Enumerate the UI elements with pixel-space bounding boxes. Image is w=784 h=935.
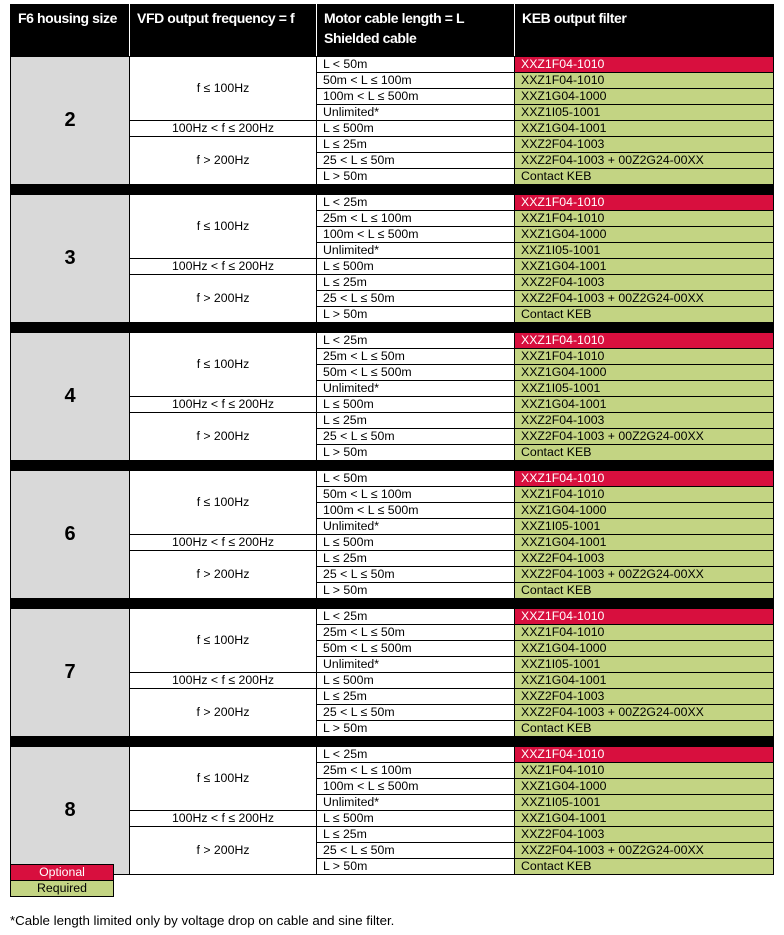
table-row bbox=[11, 57, 774, 73]
header-housing-size: F6 housing size bbox=[11, 5, 130, 57]
filter-cell-required: XXZ2F04-1003 bbox=[515, 689, 774, 705]
frequency-cell-high: f > 200Hz bbox=[130, 689, 317, 737]
filter-cell-required: XXZ1F04-1010 bbox=[515, 211, 774, 227]
frequency-cell-low: f ≤ 100Hz bbox=[130, 333, 317, 397]
filter-cell-required: Contact KEB bbox=[515, 445, 774, 461]
group-separator bbox=[11, 737, 774, 747]
housing-size-cell: 8 bbox=[11, 747, 130, 875]
housing-size-cell: 3 bbox=[11, 195, 130, 323]
filter-cell-optional: XXZ1F04-1010 bbox=[515, 57, 774, 73]
filter-cell-required: XXZ1G04-1000 bbox=[515, 503, 774, 519]
filter-cell-required: XXZ1F04-1010 bbox=[515, 349, 774, 365]
frequency-cell-high: f > 200Hz bbox=[130, 551, 317, 599]
frequency-cell-mid: 100Hz < f ≤ 200Hz bbox=[130, 121, 317, 137]
cable-length-cell: L < 25m bbox=[317, 195, 515, 211]
cable-length-cell: L ≤ 500m bbox=[317, 673, 515, 689]
cable-length-cell: 25 < L ≤ 50m bbox=[317, 843, 515, 859]
table-header-row bbox=[11, 5, 774, 57]
cable-length-cell: 100m < L ≤ 500m bbox=[317, 227, 515, 243]
cable-length-cell: L ≤ 25m bbox=[317, 275, 515, 291]
cable-length-cell: 25 < L ≤ 50m bbox=[317, 153, 515, 169]
filter-cell-required: XXZ2F04-1003 + 00Z2G24-00XX bbox=[515, 567, 774, 583]
filter-cell-required: XXZ1G04-1001 bbox=[515, 811, 774, 827]
header-length-line1: Motor cable length = L bbox=[324, 10, 465, 26]
cable-length-cell: 25m < L ≤ 100m bbox=[317, 763, 515, 779]
cable-length-cell: 100m < L ≤ 500m bbox=[317, 89, 515, 105]
cable-length-cell: L > 50m bbox=[317, 307, 515, 323]
filter-cell-required: XXZ1I05-1001 bbox=[515, 243, 774, 259]
frequency-cell-mid: 100Hz < f ≤ 200Hz bbox=[130, 535, 317, 551]
filter-cell-required: XXZ1G04-1001 bbox=[515, 397, 774, 413]
cable-length-cell: 25m < L ≤ 50m bbox=[317, 625, 515, 641]
filter-cell-required: XXZ1G04-1000 bbox=[515, 779, 774, 795]
frequency-cell-low: f ≤ 100Hz bbox=[130, 747, 317, 811]
filter-cell-required: XXZ1F04-1010 bbox=[515, 763, 774, 779]
filter-cell-required: XXZ2F04-1003 + 00Z2G24-00XX bbox=[515, 429, 774, 445]
filter-cell-required: XXZ2F04-1003 bbox=[515, 137, 774, 153]
header-motor-cable-length bbox=[317, 5, 515, 57]
cable-length-cell: L ≤ 25m bbox=[317, 137, 515, 153]
filter-cell-required: Contact KEB bbox=[515, 169, 774, 185]
cable-length-cell: L > 50m bbox=[317, 169, 515, 185]
filter-cell-required: Contact KEB bbox=[515, 721, 774, 737]
separator-bar bbox=[11, 599, 774, 609]
filter-cell-required: XXZ1F04-1010 bbox=[515, 625, 774, 641]
filter-cell-optional: XXZ1F04-1010 bbox=[515, 471, 774, 487]
housing-size-cell: 6 bbox=[11, 471, 130, 599]
table-row bbox=[11, 747, 774, 763]
cable-length-cell: 100m < L ≤ 500m bbox=[317, 503, 515, 519]
frequency-cell-high: f > 200Hz bbox=[130, 827, 317, 875]
cable-length-cell: L < 25m bbox=[317, 609, 515, 625]
filter-cell-required: XXZ1G04-1000 bbox=[515, 227, 774, 243]
frequency-cell-mid: 100Hz < f ≤ 200Hz bbox=[130, 673, 317, 689]
filter-cell-required: XXZ1G04-1001 bbox=[515, 121, 774, 137]
cable-length-cell: 25 < L ≤ 50m bbox=[317, 705, 515, 721]
cable-length-cell: 50m < L ≤ 100m bbox=[317, 73, 515, 89]
table-row bbox=[11, 609, 774, 625]
cable-length-cell: 25 < L ≤ 50m bbox=[317, 429, 515, 445]
frequency-cell-low: f ≤ 100Hz bbox=[130, 609, 317, 673]
legend bbox=[10, 864, 114, 897]
filter-cell-optional: XXZ1F04-1010 bbox=[515, 609, 774, 625]
cable-length-cell: L ≤ 500m bbox=[317, 535, 515, 551]
header-length-line2: Shielded cable bbox=[324, 30, 417, 46]
cable-length-cell: 50m < L ≤ 500m bbox=[317, 641, 515, 657]
filter-cell-required: XXZ2F04-1003 bbox=[515, 551, 774, 567]
filter-cell-optional: XXZ1F04-1010 bbox=[515, 747, 774, 763]
filter-cell-required: XXZ2F04-1003 + 00Z2G24-00XX bbox=[515, 843, 774, 859]
table-row bbox=[11, 333, 774, 349]
cable-length-cell: L ≤ 500m bbox=[317, 397, 515, 413]
frequency-cell-high: f > 200Hz bbox=[130, 275, 317, 323]
cable-length-cell: L > 50m bbox=[317, 445, 515, 461]
filter-cell-required: XXZ1G04-1001 bbox=[515, 673, 774, 689]
separator-bar bbox=[11, 323, 774, 333]
cable-length-cell: Unlimited* bbox=[317, 243, 515, 259]
group-separator bbox=[11, 461, 774, 471]
table-row bbox=[11, 471, 774, 487]
footnote: *Cable length limited only by voltage drop on cable and sine filter. bbox=[10, 913, 395, 928]
frequency-cell-high: f > 200Hz bbox=[130, 413, 317, 461]
filter-cell-required: XXZ1G04-1001 bbox=[515, 259, 774, 275]
filter-cell-required: XXZ2F04-1003 bbox=[515, 275, 774, 291]
cable-length-cell: L ≤ 25m bbox=[317, 827, 515, 843]
filter-cell-required: Contact KEB bbox=[515, 307, 774, 323]
filter-selection-table bbox=[10, 4, 774, 875]
cable-length-cell: L > 50m bbox=[317, 583, 515, 599]
cable-length-cell: Unlimited* bbox=[317, 519, 515, 535]
filter-cell-required: XXZ1G04-1000 bbox=[515, 641, 774, 657]
frequency-cell-low: f ≤ 100Hz bbox=[130, 195, 317, 259]
filter-cell-required: XXZ1I05-1001 bbox=[515, 381, 774, 397]
housing-size-cell: 4 bbox=[11, 333, 130, 461]
filter-cell-required: XXZ2F04-1003 + 00Z2G24-00XX bbox=[515, 153, 774, 169]
cable-length-cell: L ≤ 25m bbox=[317, 413, 515, 429]
frequency-cell-high: f > 200Hz bbox=[130, 137, 317, 185]
cable-length-cell: L ≤ 500m bbox=[317, 259, 515, 275]
filter-cell-optional: XXZ1F04-1010 bbox=[515, 195, 774, 211]
cable-length-cell: Unlimited* bbox=[317, 105, 515, 121]
frequency-cell-low: f ≤ 100Hz bbox=[130, 471, 317, 535]
filter-cell-required: XXZ1I05-1001 bbox=[515, 657, 774, 673]
cable-length-cell: L < 50m bbox=[317, 57, 515, 73]
group-separator bbox=[11, 323, 774, 333]
housing-size-cell: 7 bbox=[11, 609, 130, 737]
frequency-cell-mid: 100Hz < f ≤ 200Hz bbox=[130, 811, 317, 827]
cable-length-cell: 25m < L ≤ 100m bbox=[317, 211, 515, 227]
cable-length-cell: 25 < L ≤ 50m bbox=[317, 567, 515, 583]
cable-length-cell: 50m < L ≤ 500m bbox=[317, 365, 515, 381]
cable-length-cell: L < 50m bbox=[317, 471, 515, 487]
filter-cell-required: XXZ1G04-1001 bbox=[515, 535, 774, 551]
cable-length-cell: L ≤ 25m bbox=[317, 551, 515, 567]
cable-length-cell: L ≤ 500m bbox=[317, 811, 515, 827]
group-separator bbox=[11, 185, 774, 195]
header-keb-output-filter: KEB output filter bbox=[515, 5, 774, 57]
filter-cell-required: XXZ1I05-1001 bbox=[515, 519, 774, 535]
filter-cell-required: Contact KEB bbox=[515, 583, 774, 599]
legend-required: Required bbox=[11, 881, 114, 897]
filter-cell-required: XXZ2F04-1003 + 00Z2G24-00XX bbox=[515, 705, 774, 721]
cable-length-cell: Unlimited* bbox=[317, 657, 515, 673]
housing-size-cell: 2 bbox=[11, 57, 130, 185]
cable-length-cell: L > 50m bbox=[317, 859, 515, 875]
cable-length-cell: L > 50m bbox=[317, 721, 515, 737]
cable-length-cell: 25 < L ≤ 50m bbox=[317, 291, 515, 307]
cable-length-cell: 50m < L ≤ 100m bbox=[317, 487, 515, 503]
header-vfd-frequency: VFD output frequency = f bbox=[130, 5, 317, 57]
cable-length-cell: 25m < L ≤ 50m bbox=[317, 349, 515, 365]
filter-cell-required: XXZ2F04-1003 bbox=[515, 827, 774, 843]
filter-cell-required: XXZ1I05-1001 bbox=[515, 795, 774, 811]
separator-bar bbox=[11, 185, 774, 195]
legend-optional: Optional bbox=[11, 865, 114, 881]
filter-cell-required: Contact KEB bbox=[515, 859, 774, 875]
group-separator bbox=[11, 599, 774, 609]
filter-cell-required: XXZ1F04-1010 bbox=[515, 487, 774, 503]
cable-length-cell: L < 25m bbox=[317, 333, 515, 349]
cable-length-cell: 100m < L ≤ 500m bbox=[317, 779, 515, 795]
frequency-cell-low: f ≤ 100Hz bbox=[130, 57, 317, 121]
filter-cell-required: XXZ1G04-1000 bbox=[515, 365, 774, 381]
cable-length-cell: L ≤ 500m bbox=[317, 121, 515, 137]
filter-cell-required: XXZ2F04-1003 bbox=[515, 413, 774, 429]
separator-bar bbox=[11, 461, 774, 471]
filter-cell-optional: XXZ1F04-1010 bbox=[515, 333, 774, 349]
cable-length-cell: Unlimited* bbox=[317, 795, 515, 811]
filter-cell-required: XXZ2F04-1003 + 00Z2G24-00XX bbox=[515, 291, 774, 307]
filter-cell-required: XXZ1G04-1000 bbox=[515, 89, 774, 105]
cable-length-cell: L < 25m bbox=[317, 747, 515, 763]
cable-length-cell: Unlimited* bbox=[317, 381, 515, 397]
filter-cell-required: XXZ1I05-1001 bbox=[515, 105, 774, 121]
filter-cell-required: XXZ1F04-1010 bbox=[515, 73, 774, 89]
frequency-cell-mid: 100Hz < f ≤ 200Hz bbox=[130, 397, 317, 413]
cable-length-cell: L ≤ 25m bbox=[317, 689, 515, 705]
frequency-cell-mid: 100Hz < f ≤ 200Hz bbox=[130, 259, 317, 275]
table-row bbox=[11, 195, 774, 211]
separator-bar bbox=[11, 737, 774, 747]
